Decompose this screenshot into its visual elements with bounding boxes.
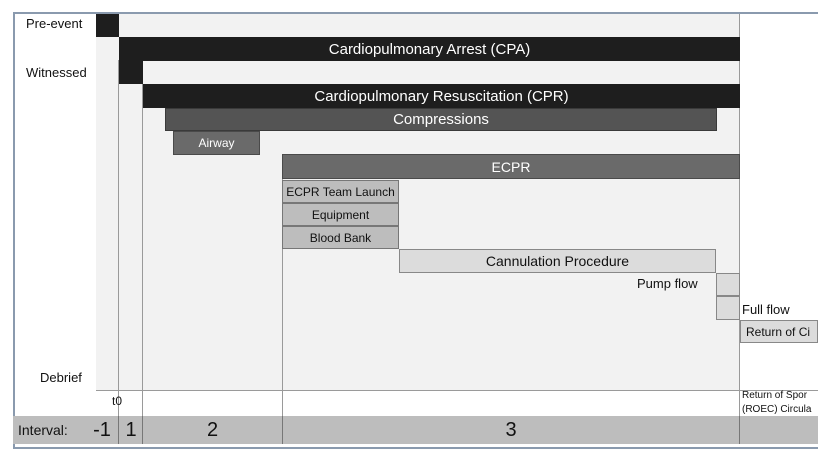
roec-line-2: (ROEC) Circula [742,404,812,415]
interval-divider [739,416,740,444]
interval-value-2: 2 [206,418,219,441]
interval-divider [282,416,283,444]
bar-blood-bank: Blood Bank [282,226,399,249]
bar-cannulation: Cannulation Procedure [399,249,716,273]
timeline-area [96,14,740,390]
interval-divider [118,416,119,444]
bar-equipment: Equipment [282,203,399,226]
label-full-flow: Full flow [742,302,790,317]
time-marker-t0: t0 [112,394,123,408]
pre-event-block [96,14,119,37]
bar-cpa: Cardiopulmonary Arrest (CPA) [119,37,740,61]
guide-line [739,14,740,416]
interval-value-3: 3 [505,418,517,441]
roec-line-1: Return of Spor [742,390,808,401]
bar-full-flow-left [716,296,740,320]
bar-ecpr-team-launch: ECPR Team Launch [282,180,399,203]
label-pump-flow: Pump flow [637,276,698,291]
row-label-witnessed: Witnessed [26,65,87,80]
guide-line [118,60,119,416]
witnessed-block [119,60,143,84]
interval-label: Interval: [18,422,68,438]
bar-compressions: Compressions [165,108,717,131]
bar-airway: Airway [173,131,260,155]
row-label-pre-event: Pre-event [26,16,83,31]
bar-cpr: Cardiopulmonary Resuscitation (CPR) [143,84,740,108]
interval-divider [142,416,143,444]
baseline [96,390,818,391]
interval-value-minus-1: -1 [93,418,111,441]
row-label-debrief: Debrief [40,370,82,385]
guide-line [142,84,143,416]
bar-pump-flow [716,273,740,296]
bar-return-of-circulation: Return of Ci [740,320,818,343]
bar-ecpr: ECPR [282,154,740,179]
interval-value-1: 1 [125,418,137,441]
